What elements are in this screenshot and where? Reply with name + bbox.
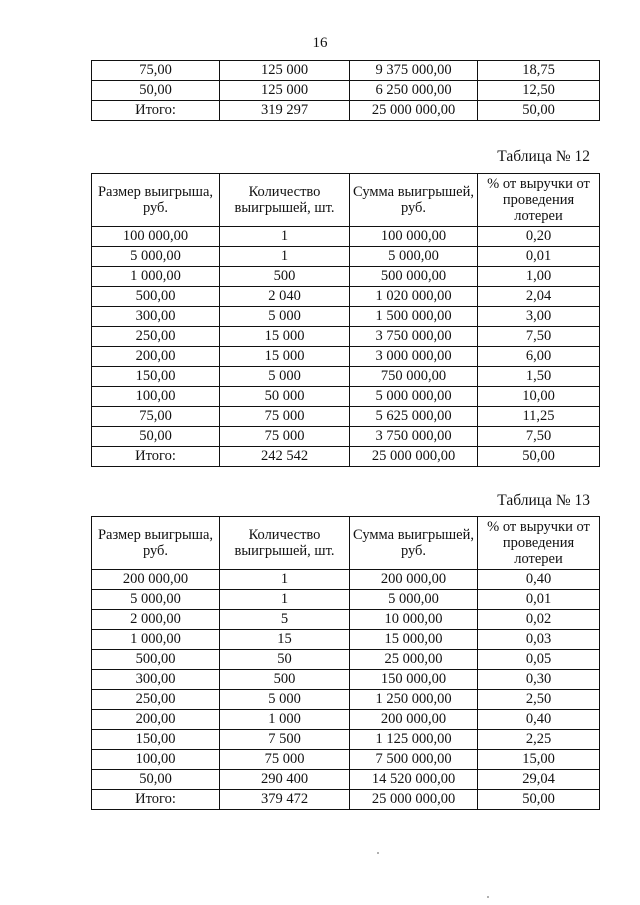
cell-prize-count: 5: [220, 610, 350, 630]
cell-prize-sum: 7 500 000,00: [350, 750, 478, 770]
cell-revenue-percent: 0,01: [478, 590, 600, 610]
table-row: [92, 710, 600, 730]
cell-prize-size: 50,00: [92, 770, 220, 790]
cell-revenue-percent: 2,50: [478, 690, 600, 710]
cell-revenue-percent: 50,00: [478, 101, 600, 121]
cell-prize-sum: 9 375 000,00: [350, 61, 478, 81]
table-row: [92, 367, 600, 387]
cell-prize-count: 5 000: [220, 307, 350, 327]
cell-prize-count: 1 000: [220, 710, 350, 730]
cell-revenue-percent: 18,75: [478, 61, 600, 81]
cell-prize-count: 290 400: [220, 770, 350, 790]
cell-prize-sum: 25 000 000,00: [350, 790, 478, 810]
cell-prize-size: 200,00: [92, 347, 220, 367]
table-row: [92, 670, 600, 690]
cell-prize-size: Итого:: [92, 447, 220, 467]
cell-revenue-percent: 0,40: [478, 710, 600, 730]
cell-prize-sum: 100 000,00: [350, 227, 478, 247]
cell-prize-count: 15 000: [220, 327, 350, 347]
table-row: [92, 770, 600, 790]
cell-revenue-percent: 0,40: [478, 570, 600, 590]
table-row: [92, 610, 600, 630]
cell-prize-size: 250,00: [92, 327, 220, 347]
table-row: [92, 347, 600, 367]
cell-prize-size: 5 000,00: [92, 590, 220, 610]
header-prize-size: Размер выигрыша, руб.: [92, 517, 220, 570]
cell-prize-size: 100 000,00: [92, 227, 220, 247]
table-row: [92, 570, 600, 590]
cell-revenue-percent: 7,50: [478, 327, 600, 347]
cell-revenue-percent: 12,50: [478, 81, 600, 101]
cell-prize-sum: 3 000 000,00: [350, 347, 478, 367]
cell-prize-sum: 1 500 000,00: [350, 307, 478, 327]
cell-revenue-percent: 0,03: [478, 630, 600, 650]
cell-revenue-percent: 50,00: [478, 790, 600, 810]
cell-prize-count: 1: [220, 590, 350, 610]
cell-prize-count: 75 000: [220, 407, 350, 427]
cell-prize-sum: 6 250 000,00: [350, 81, 478, 101]
cell-prize-sum: 1 020 000,00: [350, 287, 478, 307]
cell-prize-sum: 5 000,00: [350, 247, 478, 267]
cell-prize-sum: 25 000 000,00: [350, 447, 478, 467]
cell-revenue-percent: 2,04: [478, 287, 600, 307]
cell-prize-sum: 25 000 000,00: [350, 101, 478, 121]
cell-prize-size: 1 000,00: [92, 267, 220, 287]
scan-speck: [377, 852, 379, 854]
header-revenue-percent: % от выручки от проведения лотереи: [478, 517, 600, 570]
table-13: [91, 516, 600, 810]
cell-prize-sum: 25 000,00: [350, 650, 478, 670]
cell-prize-size: Итого:: [92, 101, 220, 121]
cell-prize-count: 5 000: [220, 690, 350, 710]
table-12-caption: Таблица № 12: [497, 148, 590, 165]
cell-revenue-percent: 10,00: [478, 387, 600, 407]
cell-revenue-percent: 0,05: [478, 650, 600, 670]
total-row: [92, 790, 600, 810]
cell-revenue-percent: 11,25: [478, 407, 600, 427]
cell-prize-count: 15: [220, 630, 350, 650]
cell-revenue-percent: 0,01: [478, 247, 600, 267]
cell-prize-count: 15 000: [220, 347, 350, 367]
cell-prize-count: 1: [220, 570, 350, 590]
cell-revenue-percent: 0,02: [478, 610, 600, 630]
cell-prize-count: 75 000: [220, 427, 350, 447]
table-header-row: [92, 174, 600, 227]
cell-prize-size: 1 000,00: [92, 630, 220, 650]
cell-prize-count: 1: [220, 227, 350, 247]
continuation-table: [91, 60, 600, 121]
table-12: [91, 173, 600, 467]
cell-prize-sum: 500 000,00: [350, 267, 478, 287]
header-prize-count: Количество выигрышей, шт.: [220, 517, 350, 570]
cell-revenue-percent: 1,00: [478, 267, 600, 287]
cell-prize-sum: 5 625 000,00: [350, 407, 478, 427]
cell-prize-sum: 5 000 000,00: [350, 387, 478, 407]
table-row: [92, 630, 600, 650]
cell-prize-sum: 15 000,00: [350, 630, 478, 650]
header-prize-sum: Сумма выигрышей, руб.: [350, 174, 478, 227]
cell-prize-sum: 150 000,00: [350, 670, 478, 690]
cell-prize-size: 250,00: [92, 690, 220, 710]
header-prize-sum: Сумма выигрышей, руб.: [350, 517, 478, 570]
total-row: [92, 101, 600, 121]
cell-prize-size: 200 000,00: [92, 570, 220, 590]
cell-prize-sum: 5 000,00: [350, 590, 478, 610]
cell-prize-count: 125 000: [220, 81, 350, 101]
cell-prize-size: 500,00: [92, 287, 220, 307]
cell-prize-size: Итого:: [92, 790, 220, 810]
cell-prize-size: 150,00: [92, 367, 220, 387]
cell-prize-count: 2 040: [220, 287, 350, 307]
cell-revenue-percent: 3,00: [478, 307, 600, 327]
cell-prize-size: 300,00: [92, 670, 220, 690]
cell-revenue-percent: 1,50: [478, 367, 600, 387]
table-row: [92, 650, 600, 670]
cell-prize-size: 50,00: [92, 81, 220, 101]
page-number: 16: [312, 35, 328, 51]
cell-revenue-percent: 15,00: [478, 750, 600, 770]
table-row: [92, 387, 600, 407]
table-header-row: [92, 517, 600, 570]
cell-revenue-percent: 7,50: [478, 427, 600, 447]
table-13-caption: Таблица № 13: [497, 492, 590, 509]
cell-prize-count: 50 000: [220, 387, 350, 407]
scan-speck: [487, 896, 489, 898]
cell-prize-size: 2 000,00: [92, 610, 220, 630]
cell-prize-count: 242 542: [220, 447, 350, 467]
cell-prize-sum: 3 750 000,00: [350, 327, 478, 347]
cell-prize-size: 200,00: [92, 710, 220, 730]
header-prize-size: Размер выигрыша, руб.: [92, 174, 220, 227]
cell-prize-count: 5 000: [220, 367, 350, 387]
cell-prize-count: 7 500: [220, 730, 350, 750]
table-row: [92, 227, 600, 247]
cell-prize-count: 1: [220, 247, 350, 267]
header-prize-count: Количество выигрышей, шт.: [220, 174, 350, 227]
total-row: [92, 447, 600, 467]
table-row: [92, 730, 600, 750]
cell-prize-count: 319 297: [220, 101, 350, 121]
table-row: [92, 750, 600, 770]
cell-prize-count: 125 000: [220, 61, 350, 81]
cell-prize-count: 379 472: [220, 790, 350, 810]
table-row: [92, 61, 600, 81]
header-revenue-percent: % от выручки от проведения лотереи: [478, 174, 600, 227]
cell-prize-count: 500: [220, 670, 350, 690]
cell-prize-sum: 10 000,00: [350, 610, 478, 630]
cell-prize-size: 50,00: [92, 427, 220, 447]
table-row: [92, 427, 600, 447]
cell-prize-sum: 3 750 000,00: [350, 427, 478, 447]
table-row: [92, 327, 600, 347]
cell-prize-sum: 14 520 000,00: [350, 770, 478, 790]
table-row: [92, 267, 600, 287]
cell-prize-sum: 200 000,00: [350, 710, 478, 730]
cell-prize-size: 100,00: [92, 387, 220, 407]
table-row: [92, 307, 600, 327]
cell-prize-size: 500,00: [92, 650, 220, 670]
cell-prize-sum: 1 250 000,00: [350, 690, 478, 710]
table-row: [92, 690, 600, 710]
cell-revenue-percent: 0,20: [478, 227, 600, 247]
cell-prize-sum: 750 000,00: [350, 367, 478, 387]
table-row: [92, 247, 600, 267]
cell-prize-size: 300,00: [92, 307, 220, 327]
cell-revenue-percent: 2,25: [478, 730, 600, 750]
table-row: [92, 407, 600, 427]
cell-prize-sum: 1 125 000,00: [350, 730, 478, 750]
cell-prize-size: 150,00: [92, 730, 220, 750]
cell-prize-size: 100,00: [92, 750, 220, 770]
cell-revenue-percent: 29,04: [478, 770, 600, 790]
cell-prize-size: 75,00: [92, 61, 220, 81]
cell-prize-count: 75 000: [220, 750, 350, 770]
cell-prize-count: 500: [220, 267, 350, 287]
table-row: [92, 590, 600, 610]
cell-prize-size: 5 000,00: [92, 247, 220, 267]
table-row: [92, 287, 600, 307]
cell-prize-count: 50: [220, 650, 350, 670]
cell-revenue-percent: 6,00: [478, 347, 600, 367]
cell-revenue-percent: 50,00: [478, 447, 600, 467]
cell-revenue-percent: 0,30: [478, 670, 600, 690]
table-row: [92, 81, 600, 101]
cell-prize-sum: 200 000,00: [350, 570, 478, 590]
cell-prize-size: 75,00: [92, 407, 220, 427]
